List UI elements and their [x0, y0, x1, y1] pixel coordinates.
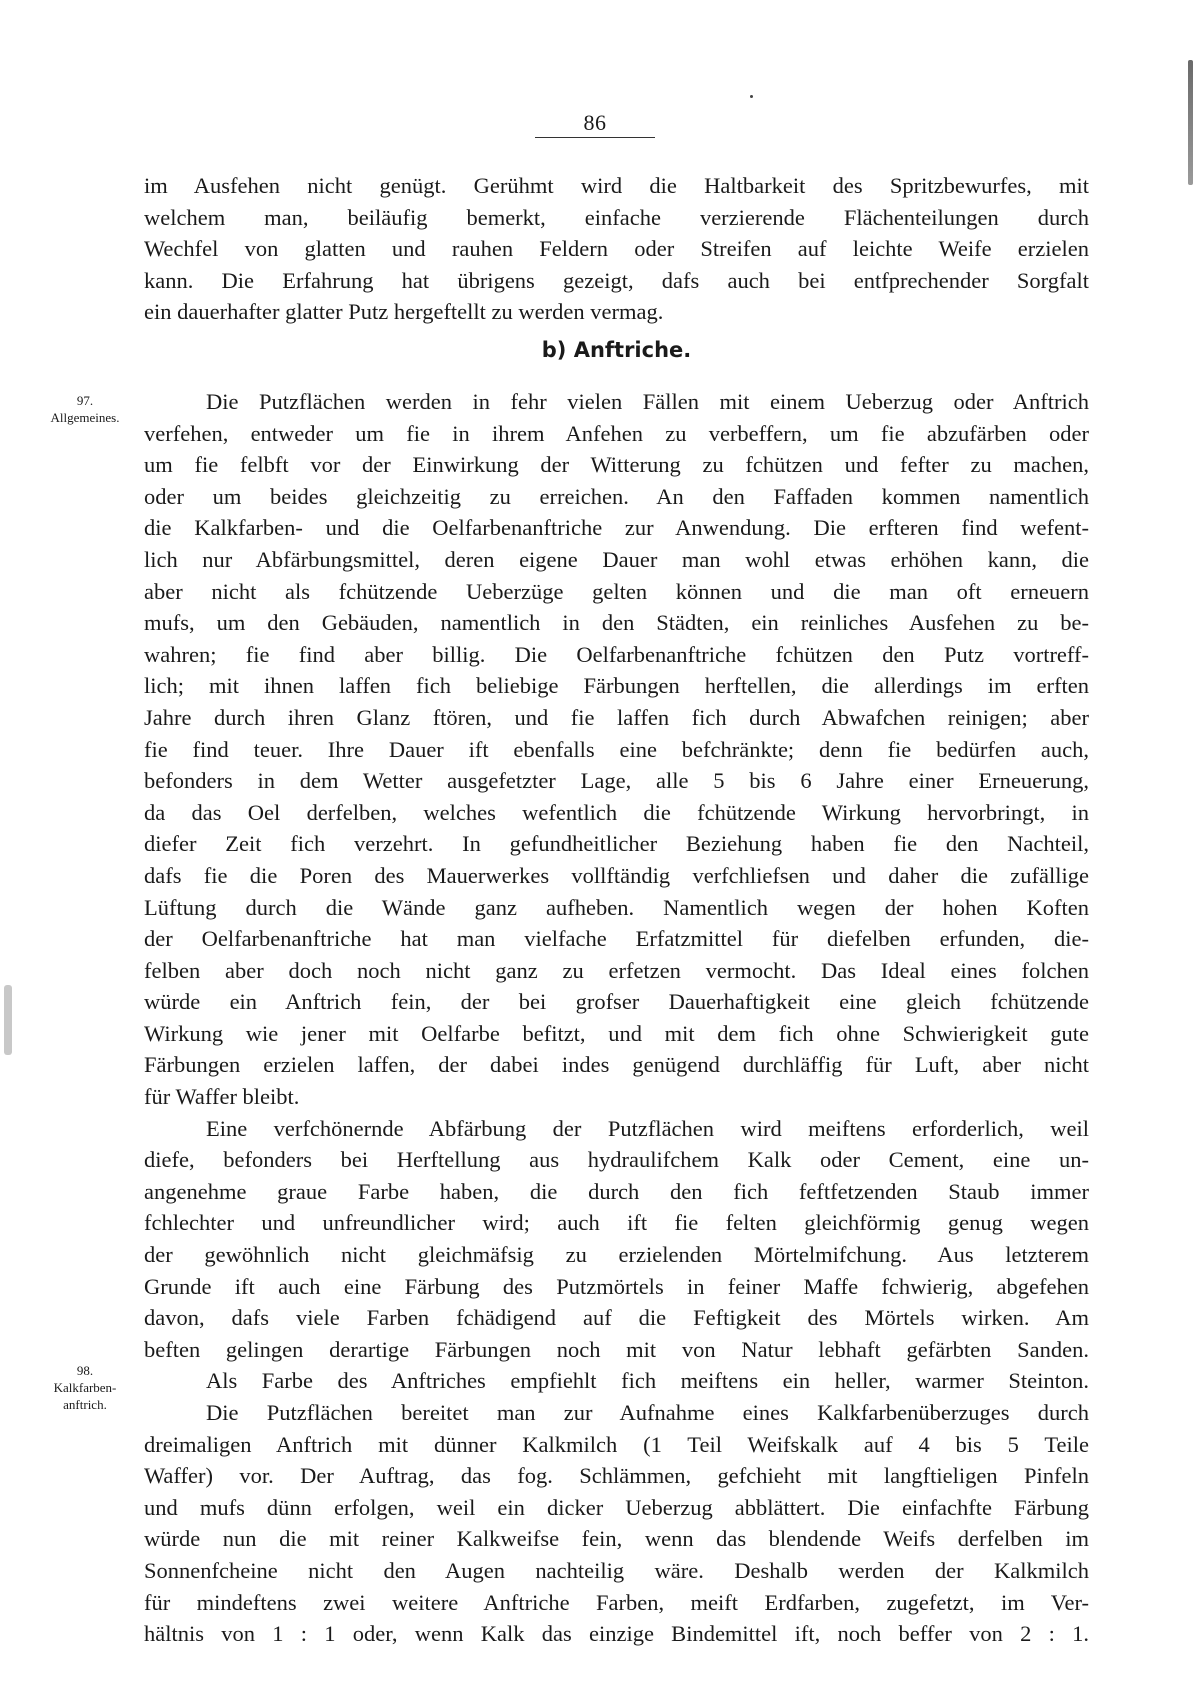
text-line: diefe, befonders bei Herftellung aus hydraulifchem Kalk oder Cement, eine un-	[144, 1147, 1089, 1173]
scan-edge-smudge	[4, 985, 12, 1055]
text-line: beften gelingen derartige Färbungen noch mit von Natur lebhaft gefärbten Sanden.	[144, 1336, 1089, 1362]
margin-note-number: 97.	[76, 393, 94, 408]
text-line: fchlechter und unfreundlicher wird; auch ift fie felten gleichförmig genug wegen	[144, 1210, 1089, 1236]
text-line: der Oelfarbenanftriche hat man vielfache Erfatzmittel für diefelben erfunden, die-	[144, 926, 1089, 952]
text-line: dreimaligen Anftrich mit dünner Kalkmilch (1 Teil Weifskalk auf 4 bis 5 Teile	[144, 1431, 1089, 1457]
text-line: für mindeftens zwei weitere Anftriche Farben, meift Erdfarben, zugefetzt, im Ver-	[144, 1589, 1089, 1615]
margin-note-label: anftrich.	[63, 1397, 107, 1412]
margin-note-number: 98.	[76, 1363, 94, 1378]
page-number: 86	[583, 110, 607, 135]
text-line: Die Putzflächen bereitet man zur Aufnahme eines Kalkfarbenüberzuges durch	[206, 1400, 1089, 1425]
section-body	[144, 386, 1089, 1650]
text-line: im Ausfehen nicht genügt. Gerühmt wird die Haltbarkeit des Spritzbewurfes, mit	[144, 173, 1089, 198]
text-line: felben aber doch noch nicht ganz zu erfetzen vermocht. Das Ideal eines folchen	[144, 957, 1089, 983]
text-line: mufs, um den Gebäuden, namentlich in den Städten, ein reinliches Ausfehen zu be-	[144, 610, 1089, 636]
text-line: und mufs dünn erfolgen, weil ein dicker Ueberzug abblättert. Die einfachfte Färbung	[144, 1494, 1089, 1520]
margin-note-label: Allgemeines.	[50, 410, 120, 425]
text-line: hältnis von 1 : 1 oder, wenn Kalk das einzige Bindemittel ift, noch beffer von 2 : 1.	[144, 1621, 1089, 1647]
text-line: die Kalkfarben- und die Oelfarbenanftriche zur Anwendung. Die erfteren find wefent-	[144, 515, 1089, 541]
text-line: Grunde ift auch eine Färbung des Putzmörtels in feiner Maffe fchwierig, abgefehen	[144, 1273, 1089, 1299]
text-line: würde nun die mit reiner Kalkweifse fein, wenn das blendende Weifs derfelben im	[144, 1526, 1089, 1552]
text-line: Sonnenfcheine nicht den Augen nachteilig wäre. Deshalb werden der Kalkmilch	[144, 1557, 1089, 1583]
page-number-rule	[535, 137, 655, 138]
text-line: verfehen, entweder um fie in ihrem Anfehen zu verbeffern, um fie abzufärben oder	[144, 420, 1089, 446]
scan-speck	[750, 95, 753, 98]
scan-edge-shadow	[1188, 60, 1193, 185]
text-line: Lüftung durch die Wände ganz aufheben. Namentlich wegen der hohen Koften	[144, 894, 1089, 920]
text-line: Wechfel von glatten und rauhen Feldern oder Streifen auf leichte Weife erzielen	[144, 236, 1089, 262]
margin-note-97	[30, 392, 140, 426]
text-line: angenehme graue Farbe haben, die durch den fich feftfetzenden Staub immer	[144, 1178, 1089, 1204]
margin-note-label: Kalkfarben-	[53, 1380, 117, 1395]
text-line: lich nur Abfärbungsmittel, deren eigene Dauer man wohl etwas erhöhen kann, die	[144, 546, 1089, 572]
text-line: Wirkung wie jener mit Oelfarbe befitzt, und mit dem fich ohne Schwierigkeit gute	[144, 1020, 1089, 1046]
text-line: der gewöhnlich nicht gleichmäfsig zu erzielenden Mörtelmifchung. Aus letzterem	[144, 1242, 1089, 1268]
text-line: befonders in dem Wetter ausgefetzter Lage, alle 5 bis 6 Jahre einer Erneuerung,	[144, 768, 1089, 794]
text-line: Eine verfchönernde Abfärbung der Putzflächen wird meiftens erforderlich, weil	[206, 1115, 1089, 1141]
text-line: kann. Die Erfahrung hat übrigens gezeigt, dafs auch bei entfprechender Sorgfalt	[144, 267, 1089, 293]
text-line: welchem man, beiläufig bemerkt, einfache verzierende Flächenteilungen durch	[144, 204, 1089, 230]
text-line: lich; mit ihnen laffen fich beliebige Färbungen herftellen, die allerdings im erften	[144, 673, 1089, 699]
section-heading: b) Anftriche.	[541, 338, 692, 362]
text-line: Waffer) vor. Der Auftrag, das fog. Schlämmen, gefchieht mit langftieligen Pinfeln	[144, 1463, 1089, 1489]
margin-note-98	[30, 1362, 140, 1413]
text-line: ein dauerhafter glatter Putz hergeftellt zu werden vermag.	[144, 299, 664, 325]
text-line: Färbungen erzielen laffen, der dabei indes genügend durchläffig für Luft, aber nicht	[144, 1052, 1089, 1078]
text-line: Als Farbe des Anftriches empfiehlt fich meiftens ein heller, warmer Steinton.	[206, 1368, 1089, 1394]
text-line: wahren; fie find aber billig. Die Oelfarbenanftriche fchützen den Putz vortreff-	[144, 641, 1089, 667]
intro-paragraph	[144, 170, 1089, 328]
text-line: Jahre durch ihren Glanz ftören, und fie laffen fich durch Abwafchen reinigen; aber	[144, 704, 1089, 730]
text-line: um fie felbft vor der Einwirkung der Witterung zu fchützen und fefter zu machen,	[144, 452, 1089, 478]
text-line: Die Putzflächen werden in fehr vielen Fällen mit einem Ueberzug oder Anftrich	[206, 389, 1089, 414]
text-line: oder um beides gleichzeitig zu erreichen. An den Faffaden kommen namentlich	[144, 483, 1089, 509]
text-line: für Waffer bleibt.	[144, 1084, 300, 1110]
text-line: diefer Zeit fich verzehrt. In gefundheitlicher Beziehung haben fie den Nachteil,	[144, 831, 1089, 857]
text-line: davon, dafs viele Farben fchädigend auf die Feftigkeit des Mörtels wirken. Am	[144, 1305, 1089, 1331]
text-line: dafs fie die Poren des Mauerwerkes vollftändig verfchliefsen und daher die zufällige	[144, 862, 1089, 888]
text-line: aber nicht als fchützende Ueberzüge gelten können und die man oft erneuern	[144, 578, 1089, 604]
text-line: würde ein Anftrich fein, der bei grofser Dauerhaftigkeit eine gleich fchützende	[144, 989, 1089, 1015]
text-line: da das Oel derfelben, welches wefentlich die fchützende Wirkung hervorbringt, in	[144, 799, 1089, 825]
text-line: fie find teuer. Ihre Dauer ift ebenfalls eine befchränkte; denn fie bedürfen auch,	[144, 736, 1089, 762]
